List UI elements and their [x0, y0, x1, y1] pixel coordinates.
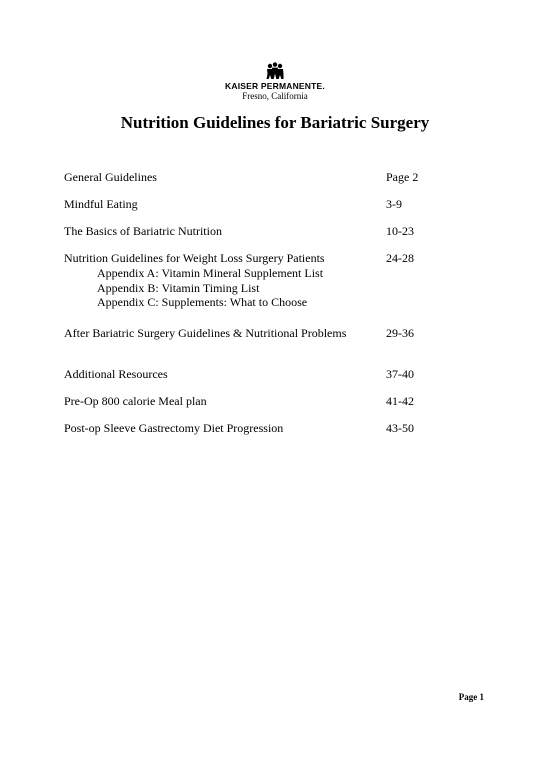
kaiser-permanente-logo-icon — [264, 62, 286, 80]
toc-label: Pre-Op 800 calorie Meal plan — [64, 393, 207, 408]
toc-label: Nutrition Guidelines for Weight Loss Surgery Patients — [64, 251, 325, 265]
toc-page-number: 43-50 — [386, 420, 414, 435]
toc-row-after-bariatric-surgery — [64, 326, 444, 341]
location-text: Fresno, California — [242, 91, 308, 101]
toc-row-additional-resources — [64, 367, 444, 382]
toc-label: Additional Resources — [64, 366, 168, 381]
toc-label: The Basics of Bariatric Nutrition — [64, 224, 222, 238]
toc-page-number: 29-36 — [386, 325, 414, 340]
logo-name: KAISER PERMANENTE. — [225, 81, 325, 91]
toc-subitem-appendix-c: Appendix C: Supplements: What to Choose — [97, 295, 308, 309]
toc-page-number: 24-28 — [386, 251, 414, 265]
header-logo — [0, 62, 550, 102]
toc-page-number: Page 2 — [386, 170, 419, 184]
toc-row-basics-of-bariatric-nutrition — [64, 224, 444, 239]
toc-label: Mindful Eating — [64, 197, 138, 211]
toc-row-pre-op-meal-plan — [64, 394, 444, 409]
toc-label: After Bariatric Surgery Guidelines & Nutritional Problems — [64, 325, 347, 340]
toc-row-mindful-eating — [64, 197, 444, 212]
toc-page-number: 10-23 — [386, 224, 414, 238]
toc-page-number: 37-40 — [386, 366, 414, 381]
toc-row-nutrition-guidelines-wls — [64, 251, 444, 266]
toc-subitem-appendix-a: Appendix A: Vitamin Mineral Supplement List — [97, 266, 324, 280]
page-number: Page 1 — [458, 692, 484, 702]
toc-row-general-guidelines — [64, 170, 444, 185]
toc-page-number: 41-42 — [386, 393, 414, 408]
toc-subitem-appendix-b: Appendix B: Vitamin Timing List — [97, 280, 260, 295]
page-title: Nutrition Guidelines for Bariatric Surgery — [120, 113, 430, 132]
toc-page-number: 3-9 — [386, 197, 402, 211]
toc-row-post-op-sleeve-gastrectomy — [64, 421, 444, 436]
table-of-contents — [64, 170, 444, 436]
toc-label: Post-op Sleeve Gastrectomy Diet Progression — [64, 420, 284, 435]
toc-label: General Guidelines — [64, 170, 157, 184]
